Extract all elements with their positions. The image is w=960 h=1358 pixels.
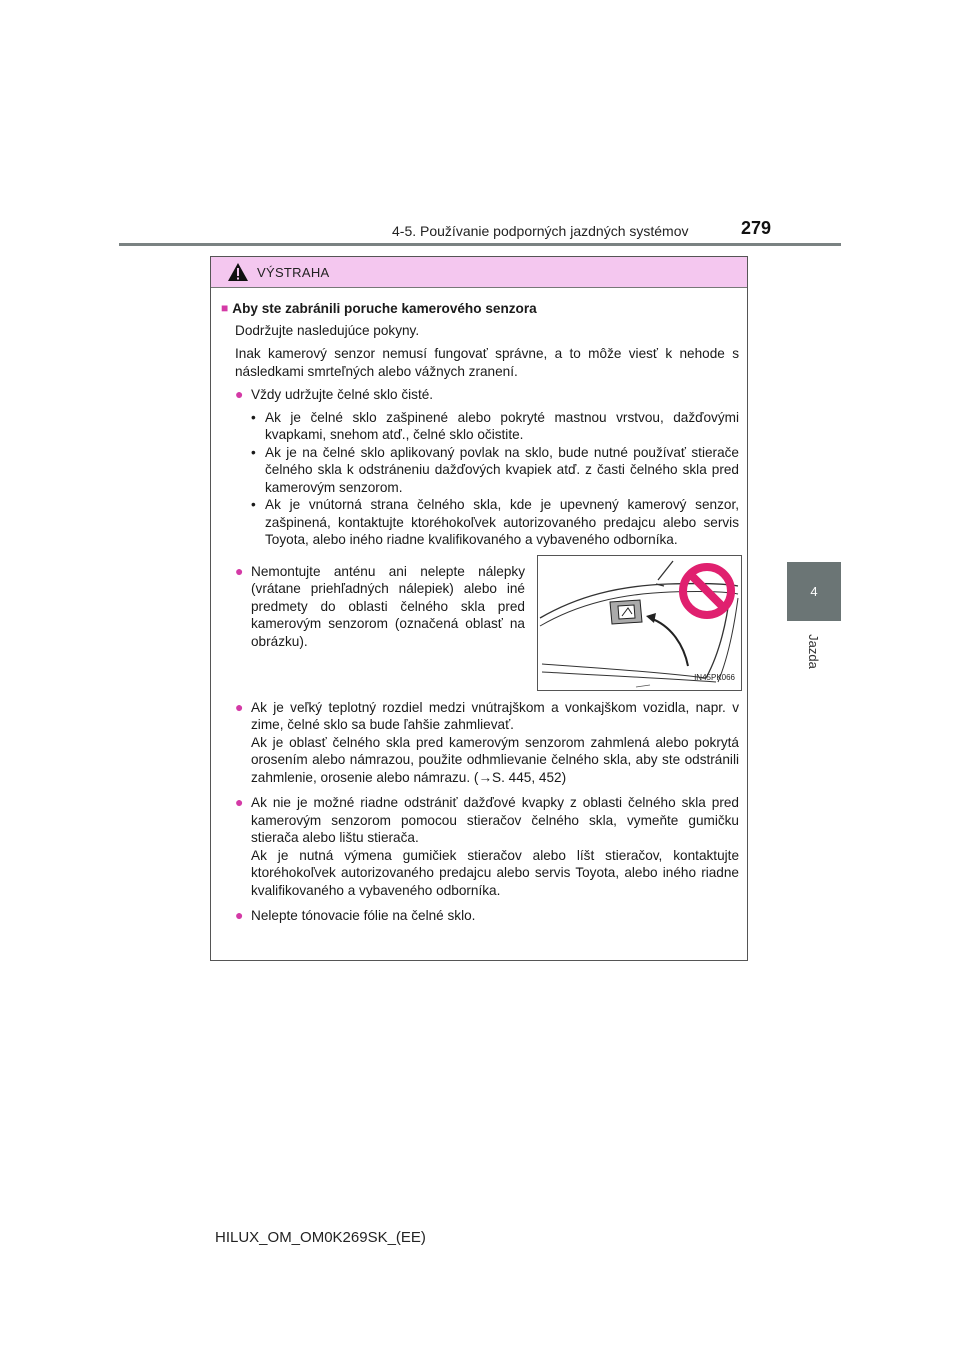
sub-item-text: Ak je na čelné sklo aplikovaný povlak na sklo, bude nutné používať stierače čelného skla k odstráneniu dažďových kvapiek atď. z časti čelného skla pred kamerovým senzorom. [265,444,739,495]
warning-section-heading [221,300,739,318]
figure-code: IN45PK066 [694,673,735,682]
chapter-tab-number: 4 [787,562,841,621]
sub-item [251,444,739,497]
sub-item-text: Ak je čelné sklo zašpinené alebo pokryté mastnou vrstvou, dažďovými kvapkami, snehom atď., čelné sklo očistite. [265,409,739,442]
bullet-text: Nemontujte anténu ani nelepte nálepky (vrátane priehľadných nálepiek) alebo iné predmety do oblasti čelného skla pred kamerovým senzorom (označená oblasť na obrázku). [251,563,525,649]
bullet-continuation: Ak je nutná výmena gumičiek stieračov alebo líšt stieračov, kontaktujte ktoréhokoľvek autorizovaného predajcu alebo servis Toyota, alebo iného riadne kvalifikovaného a vybaveného odborníka. [251,847,739,898]
circle-bullet-icon: ● [235,386,244,402]
circle-bullet-icon: ● [235,794,244,810]
sub-item [251,409,739,444]
bullet-text: Ak je veľký teplotný rozdiel medzi vnútrajškom a vonkajškom vozidla, napr. v zime, čelné sklo sa bude ľahšie zahmlievať. [251,699,739,732]
sub-item [251,496,739,549]
bullet-continuation: Ak je oblasť čelného skla pred kamerovým senzorom zahmlená alebo pokrytá orosením alebo námrazou, použite odhmlievanie čelného skla, aby ste odstránili zahmlenie, orosenie alebo námrazu. (→S. 445, 452) [251,734,739,785]
bullet-text: Ak nie je možné riadne odstrániť dažďové kvapky z oblasti čelného skla pred kamerovým senzorom pomocou stieračov čelného skla, vymeňte gumičku stierača alebo lištu stierača. [251,795,739,845]
bullet-item [235,386,739,404]
bullet-item [235,699,739,787]
bullet-item [235,563,525,691]
dot-marker: • [251,444,256,460]
bullet-item [235,907,739,925]
header-divider [119,243,841,246]
circle-bullet-icon: ● [235,562,244,579]
page-number: 279 [741,218,772,238]
warning-section-title: Aby ste zabránili poruche kamerového senzora [232,301,537,316]
dot-marker: • [251,409,256,425]
intro-paragraph-2: Inak kamerový senzor nemusí fungovať správne, a to môže viesť k nehode s následkami smrteľných alebo vážnych zranení. [235,346,739,379]
section-title: 4-5. Používanie podporných jazdných systémov [392,223,689,239]
document-code: HILUX_OM_OM0K269SK_(EE) [215,1229,426,1246]
windshield-camera-figure [537,555,742,691]
bullet-text: Vždy udržujte čelné sklo čisté. [251,387,434,402]
bullet-text: Nelepte tónovacie fólie na čelné sklo. [251,908,476,923]
bullet-item [235,794,739,899]
bullet-with-figure [235,555,739,691]
chapter-tab-label [800,626,826,676]
square-bullet-icon: ■ [221,301,229,315]
warning-triangle-icon [227,262,249,282]
warning-label: VÝSTRAHA [257,264,330,280]
intro-paragraph-1: Dodržujte nasledujúce pokyny. [235,322,420,338]
circle-bullet-icon: ● [235,698,244,715]
warning-body [211,288,747,925]
bullet-text-group [251,699,739,787]
chapter-tab-label-text: Jazda [805,633,821,669]
bullet-text-group [251,794,739,899]
circle-bullet-icon: ● [235,907,244,923]
warning-header [211,257,747,288]
prohibited-icon [678,562,736,620]
sub-item-text: Ak je vnútorná strana čelného skla, kde je upevnený kamerový senzor, zašpinená, kontaktujte ktoréhokoľvek autorizovaného predajcu alebo servis Toyota, alebo iného riadne kvalifikovaného a vybaveného odborníka. [265,497,739,547]
warning-box [210,256,748,961]
dot-marker: • [251,497,256,512]
